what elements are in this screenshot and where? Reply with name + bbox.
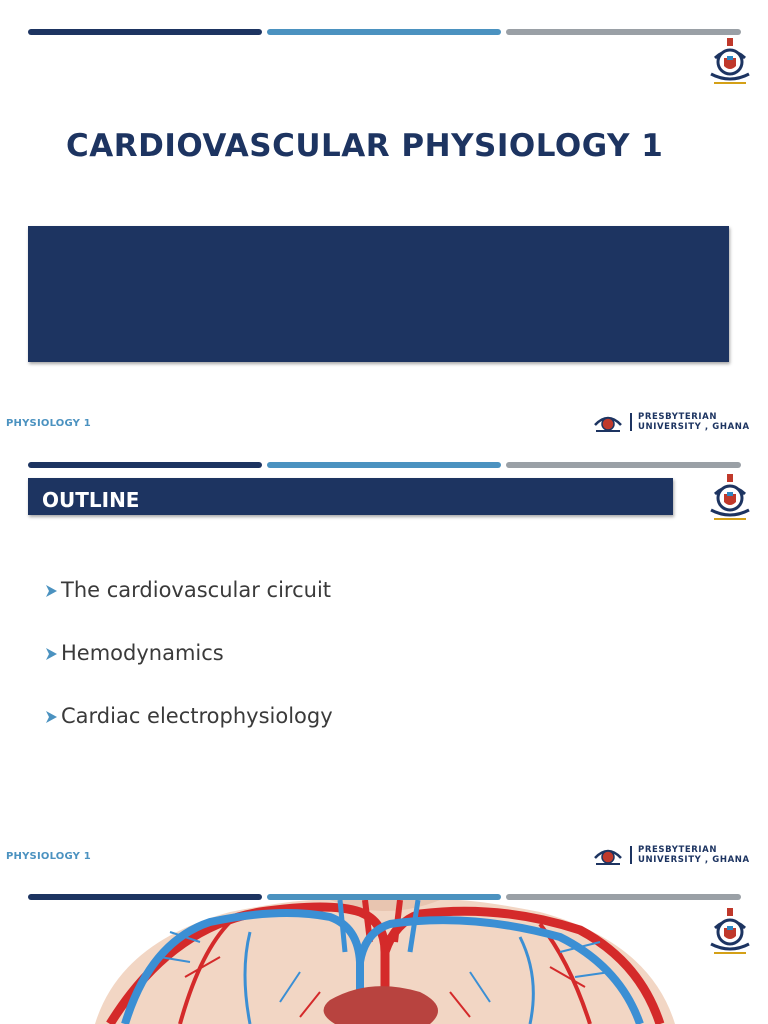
university-logo: [592, 844, 757, 866]
university-name-line2: UNIVERSITY , GHANA: [638, 855, 750, 865]
footer-course-label: PHYSIOLOGY 1: [6, 418, 91, 429]
footer-course-label: PHYSIOLOGY 1: [6, 851, 91, 862]
university-name-line1: PRESBYTERIAN: [638, 412, 718, 422]
university-name-line1: PRESBYTERIAN: [638, 845, 718, 855]
bullet-arrow-icon: [44, 706, 61, 728]
university-crest-icon: [705, 906, 755, 960]
header-stripe-navy: [28, 29, 262, 35]
university-name-line2: UNIVERSITY , GHANA: [638, 422, 750, 432]
header-stripe-grey: [506, 462, 741, 468]
header-stripe-navy: [28, 894, 262, 900]
slide-title-text: CARDIOVASCULAR PHYSIOLOGY 1: [66, 128, 664, 164]
outline-heading-bar: [28, 478, 673, 515]
list-item: [44, 578, 333, 641]
list-item-text: Hemodynamics: [61, 641, 224, 665]
slide-outline: [0, 448, 768, 882]
university-crest-icon: [592, 844, 624, 866]
university-crest-icon: [592, 411, 624, 433]
university-name: [638, 845, 750, 865]
header-stripe-blue: [267, 462, 501, 468]
logo-separator: [630, 413, 632, 431]
university-crest-icon: [705, 472, 755, 526]
header-stripe-blue: [267, 29, 501, 35]
header-stripe-grey: [506, 894, 741, 900]
header-stripe-grey: [506, 29, 741, 35]
list-item-text: Cardiac electrophysiology: [61, 704, 333, 728]
title-banner: [28, 226, 729, 362]
list-item: [44, 704, 333, 767]
university-logo: [592, 411, 757, 433]
slide-title: [0, 0, 768, 448]
outline-heading: OUTLINE: [42, 488, 140, 512]
bullet-arrow-icon: [44, 643, 61, 665]
slide-circulation-image: [0, 882, 768, 1024]
header-stripe-blue: [267, 894, 501, 900]
list-item-text: The cardiovascular circuit: [61, 578, 332, 602]
list-item: [44, 641, 333, 704]
university-crest-icon: [705, 36, 755, 90]
header-stripe-navy: [28, 462, 262, 468]
circulatory-system-illustration: [0, 882, 768, 1024]
bullet-arrow-icon: [44, 580, 61, 602]
logo-separator: [630, 846, 632, 864]
outline-list: [44, 578, 333, 767]
university-name: [638, 412, 750, 432]
